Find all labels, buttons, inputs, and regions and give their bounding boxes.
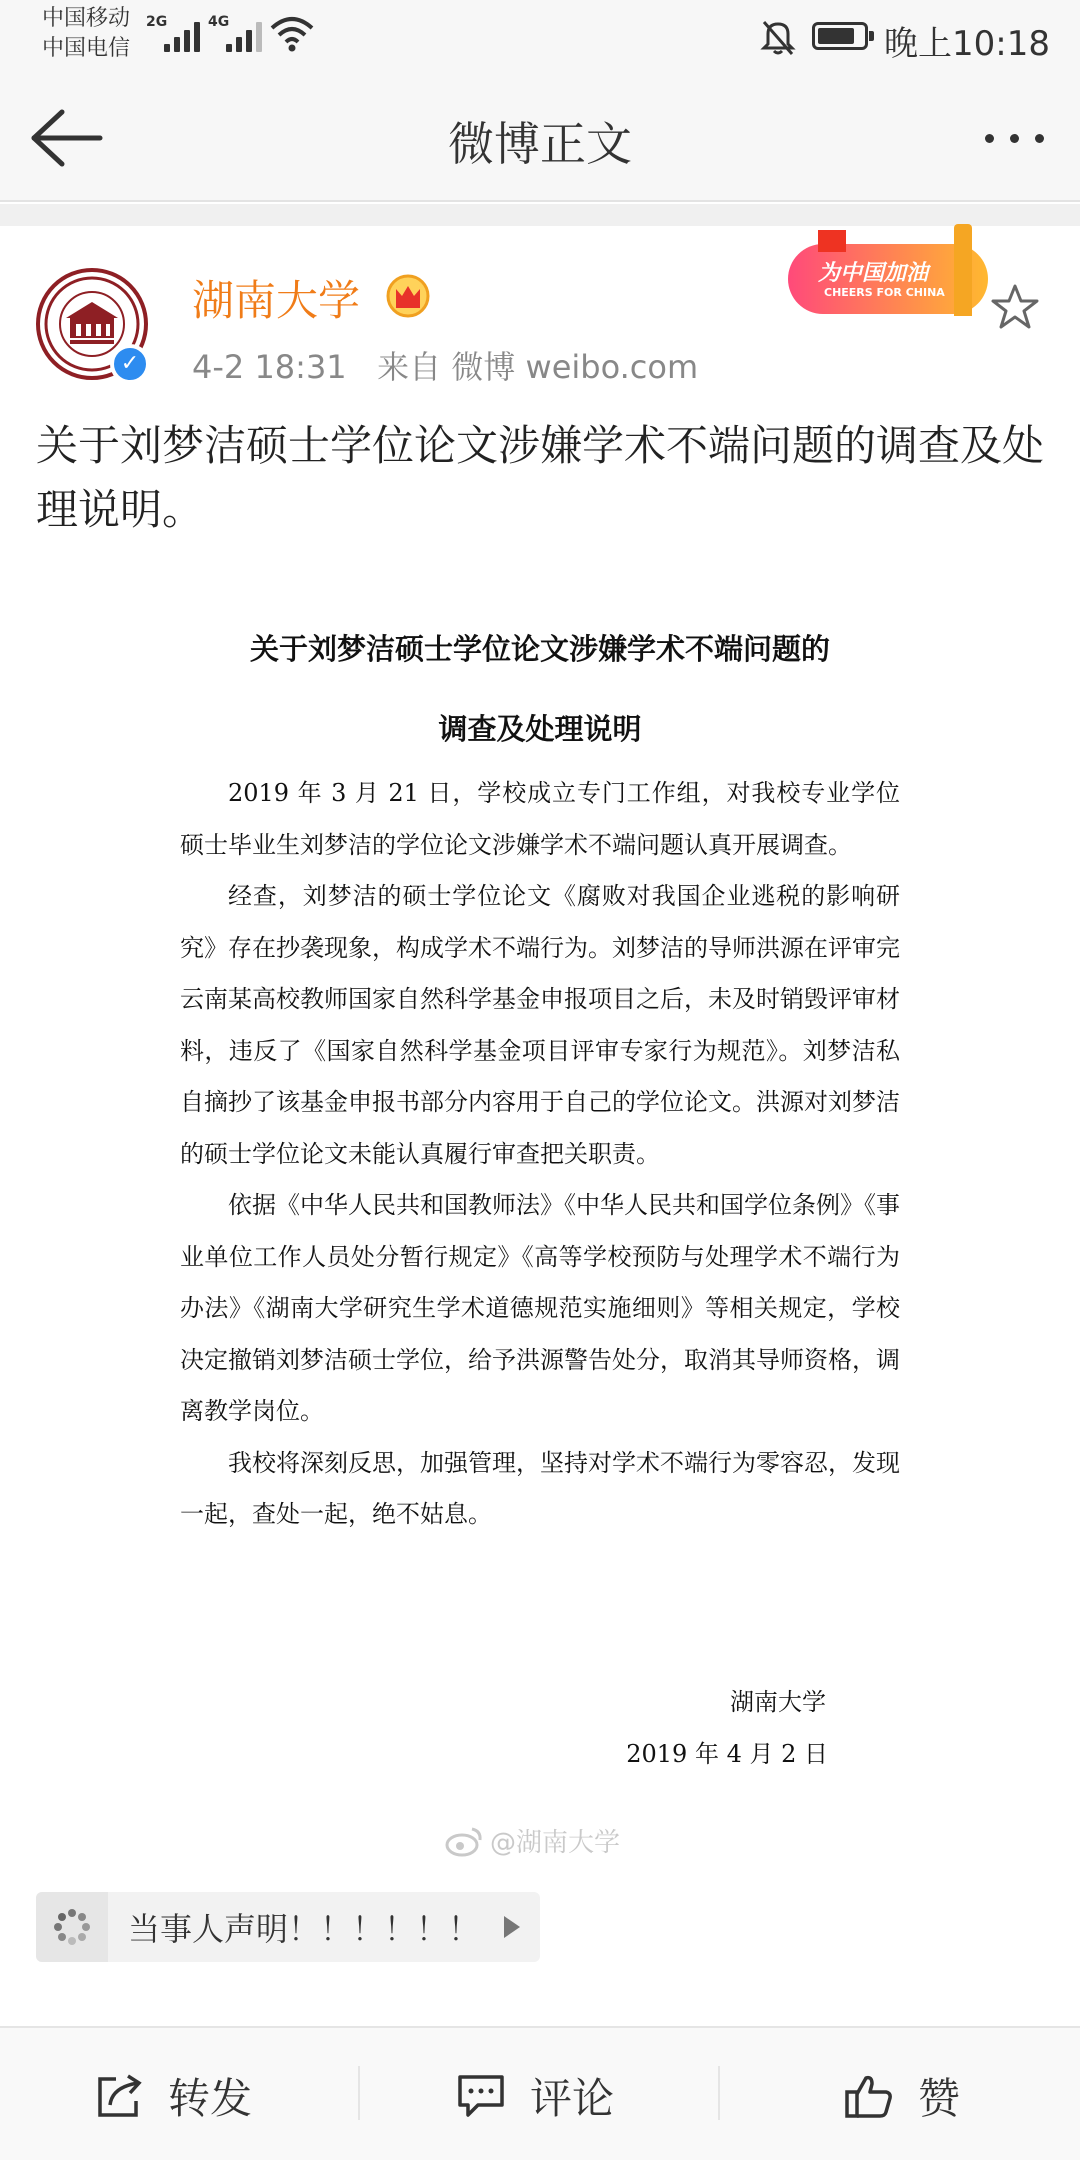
action-separator	[718, 2066, 720, 2120]
battery-icon	[812, 22, 868, 50]
repost-icon	[96, 2073, 144, 2119]
statement-link-card[interactable]	[36, 1892, 540, 1962]
favorite-star-icon[interactable]	[990, 282, 1040, 332]
mute-bell-icon	[760, 18, 796, 56]
vip-crown-icon[interactable]	[386, 274, 430, 318]
badge-subtext: CHEERS FOR CHINA	[824, 286, 945, 299]
post-meta	[192, 342, 698, 388]
document-title-line2: 调查及处理说明	[438, 712, 642, 746]
carrier-2: 中国电信	[42, 36, 131, 61]
repost-label: 转发	[168, 2074, 253, 2123]
carrier-info	[42, 4, 130, 64]
document-image[interactable]	[172, 608, 908, 1788]
document-paragraph: 2019 年 3 月 21 日，学校成立专门工作组，对我校专业学位硕士毕业生刘梦洁的学位论文涉嫌学术不端问题认真开展调查。	[180, 779, 900, 859]
watermark-text: @湖南大学	[490, 1828, 621, 1858]
document-paragraph: 依据《中华人民共和国教师法》《中华人民共和国学位条例》《事业单位工作人员处分暂行规定》《高等学校预防与处理学术不端行为办法》《湖南大学研究生学术道德规范实施细则》等相关规定，学校决定撤销刘梦洁硕士学位，给予洪源警告处分，取消其导师资格，调离教学岗位。	[180, 1191, 900, 1425]
loading-spinner-icon	[36, 1892, 108, 1962]
flag-icon	[818, 230, 846, 252]
tower-icon	[954, 224, 972, 316]
link-card-label: 当事人声明！！！！！！	[128, 1910, 481, 1948]
badge-text: 为中国加油	[818, 261, 929, 286]
signal-icon	[226, 18, 262, 52]
like-label: 赞	[918, 2074, 961, 2123]
carrier-1: 中国移动	[42, 6, 131, 31]
top-nav-bar	[0, 72, 1080, 202]
more-options-icon[interactable]	[985, 134, 1044, 143]
document-signature: 湖南大学	[730, 1688, 826, 1716]
signal-icon	[164, 18, 200, 52]
repost-button[interactable]	[96, 2066, 252, 2126]
comment-label: 评论	[530, 2074, 615, 2123]
document-date: 2019 年 4 月 2 日	[626, 1740, 828, 1768]
document-title-line1: 关于刘梦洁硕士学位论文涉嫌学术不端问题的	[249, 632, 830, 666]
wifi-icon	[270, 14, 314, 54]
verified-badge-icon: ✓	[110, 344, 150, 384]
network-type-2: 4G	[208, 14, 230, 30]
spinner-dots	[36, 1892, 108, 1962]
like-button[interactable]	[844, 2066, 960, 2126]
comment-button[interactable]	[456, 2066, 614, 2126]
post-text: 关于刘梦洁硕士学位论文涉嫌学术不端问题的调查及处理说明。	[36, 421, 1045, 534]
play-icon	[504, 1916, 520, 1938]
cheers-for-china-badge	[778, 222, 998, 318]
document-body	[180, 768, 900, 1541]
document-paragraph: 我校将深刻反思，加强管理，坚持对学术不端行为零容忍，发现一起，查处一起，绝不姑息。	[180, 1448, 900, 1528]
author-name[interactable]: 湖南大学	[192, 276, 361, 325]
image-watermark	[444, 1822, 620, 1859]
action-separator	[358, 2066, 360, 2120]
thumbs-up-icon	[844, 2072, 894, 2120]
page-title: 微博正文	[448, 117, 632, 171]
comment-icon	[456, 2073, 506, 2119]
bottom-action-bar	[0, 2026, 1080, 2160]
post-time: 4-2 18:31	[192, 348, 347, 386]
status-bar	[0, 0, 1080, 72]
document-paragraph: 经查，刘梦洁的硕士学位论文《腐败对我国企业逃税的影响研究》存在抄袭现象，构成学术不端行为。刘梦洁的导师洪源在评审完云南某高校教师国家自然科学基金申报项目之后，未及时销毁评审材料，违反了《国家自然科学基金项目评审专家行为规范》。刘梦洁私自摘抄了该基金申报书部分内容用于自己的学位论文。洪源对刘梦洁的硕士学位论文未能认真履行审查把关职责。	[180, 882, 900, 1168]
weibo-logo-icon	[444, 1825, 484, 1857]
clock: 晚上10:18	[884, 24, 1050, 64]
network-type-1: 2G	[146, 14, 168, 30]
post-source: 来自 微博 weibo.com	[377, 348, 699, 386]
